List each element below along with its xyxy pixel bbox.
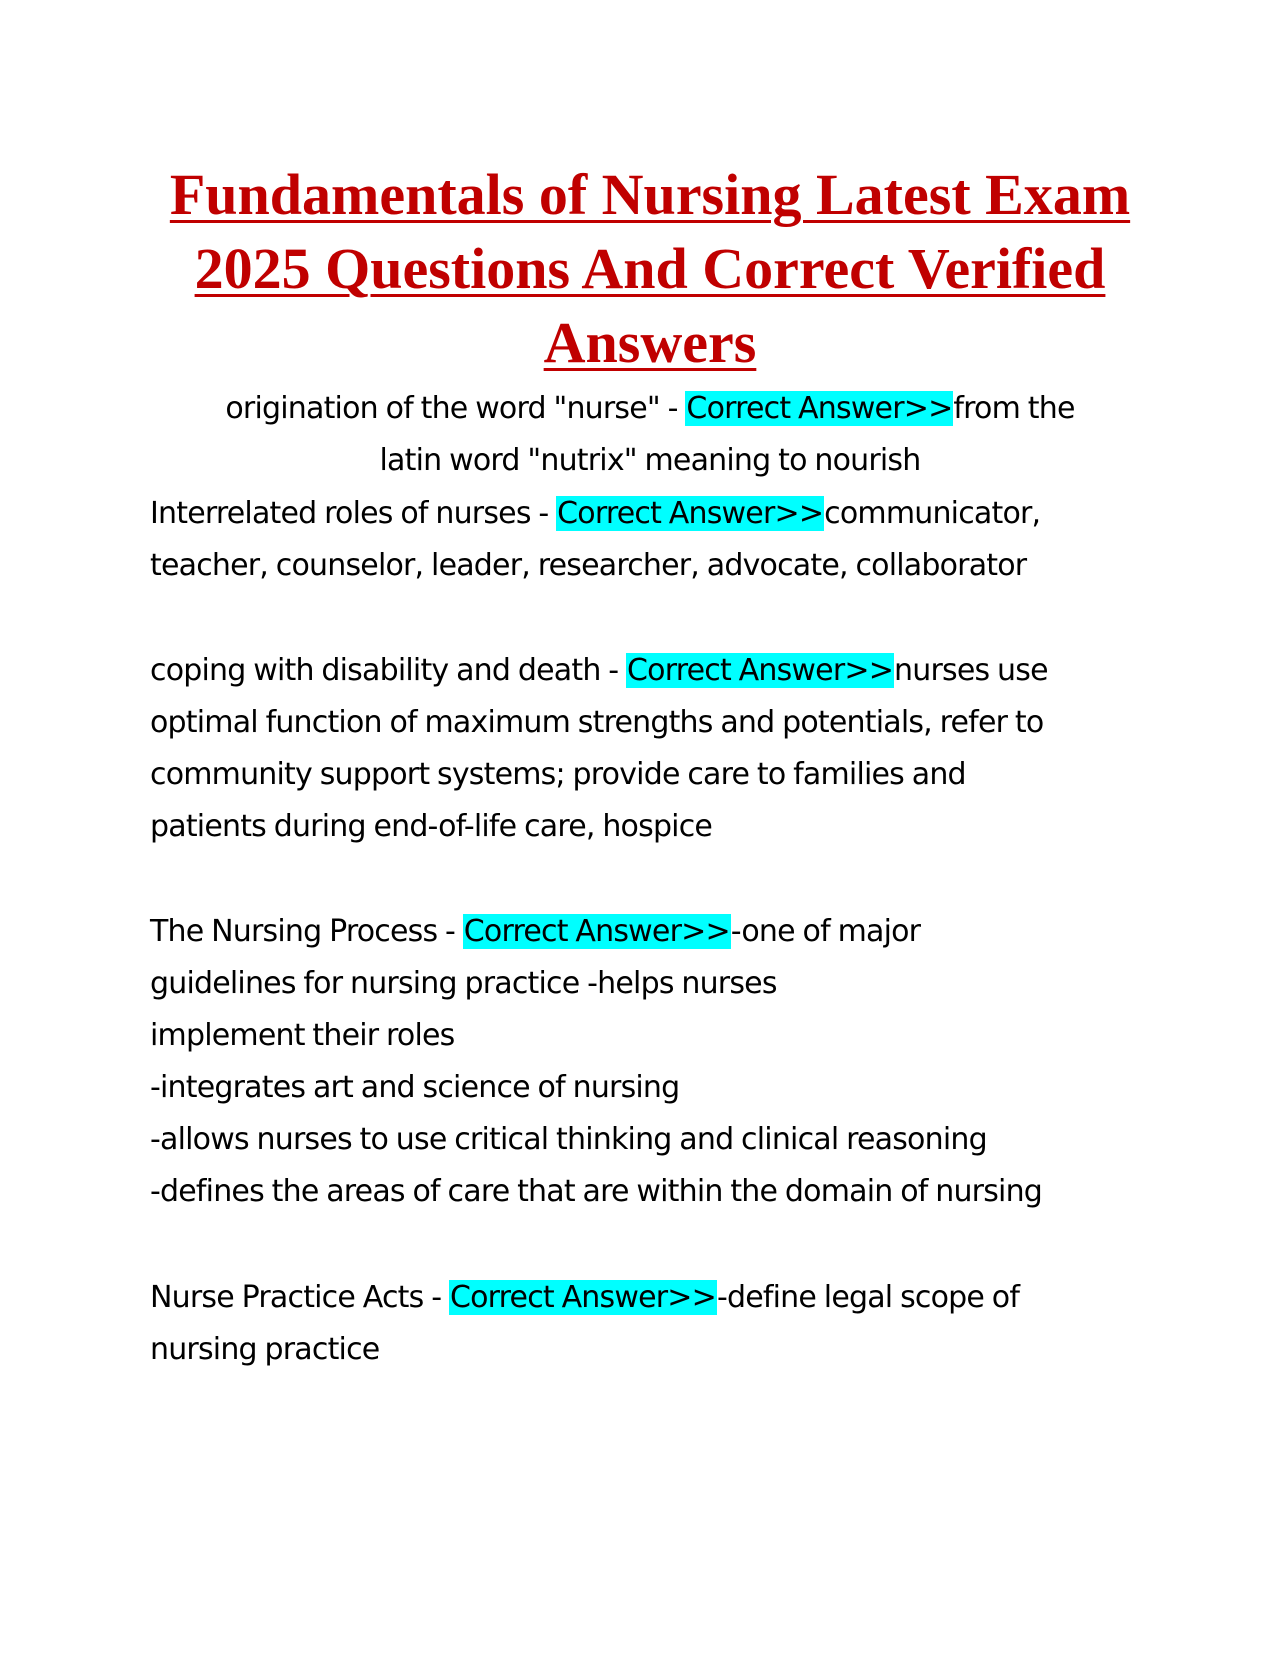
answer-continuation: teacher, counselor, leader, researcher, advocate, collaborator <box>150 548 1027 583</box>
title-line: 2025 Questions And Correct Verified <box>194 236 1106 301</box>
title-line: Fundamentals of Nursing Latest Exam <box>169 162 1131 227</box>
answer-continuation: implement their roles <box>150 1018 455 1053</box>
correct-answer-marker: Correct Answer>> <box>463 914 730 949</box>
question-text: origination of the word "nurse" - <box>225 391 686 426</box>
answer-continuation: nursing practice <box>150 1332 380 1367</box>
document-title <box>130 158 1170 380</box>
answer-continuation: latin word "nutrix" meaning to nourish <box>379 443 921 478</box>
answer-continuation: -allows nurses to use critical thinking and clinical reasoning <box>150 1122 987 1157</box>
qa-entry-interrelated-roles <box>150 488 1160 592</box>
answer-text: nurses use <box>894 653 1048 688</box>
qa-entry-coping <box>150 645 1160 853</box>
correct-answer-marker: Correct Answer>> <box>686 391 953 426</box>
answer-text: from the <box>953 391 1075 426</box>
answer-text: -define legal scope of <box>716 1280 1020 1315</box>
question-text: coping with disability and death - <box>150 653 627 688</box>
answer-continuation: community support systems; provide care to families and <box>150 757 966 792</box>
correct-answer-marker: Correct Answer>> <box>449 1280 716 1315</box>
answer-continuation: patients during end-of-life care, hospice <box>150 809 713 844</box>
answer-text: communicator, <box>824 496 1041 531</box>
question-text: The Nursing Process - <box>150 914 463 949</box>
qa-line <box>130 383 1170 435</box>
correct-answer-marker: Correct Answer>> <box>627 653 894 688</box>
answer-continuation: guidelines for nursing practice -helps nurses <box>150 966 777 1001</box>
answer-text: -one of major <box>730 914 921 949</box>
question-text: Interrelated roles of nurses - <box>150 496 557 531</box>
question-text: Nurse Practice Acts - <box>150 1280 449 1315</box>
correct-answer-marker: Correct Answer>> <box>557 496 824 531</box>
answer-continuation: optimal function of maximum strengths and potentials, refer to <box>150 705 1044 740</box>
title-line: Answers <box>543 310 757 375</box>
answer-continuation: -defines the areas of care that are within the domain of nursing <box>150 1174 1043 1209</box>
answer-continuation: -integrates art and science of nursing <box>150 1070 680 1105</box>
qa-line <box>150 645 1160 697</box>
qa-entry-nurse-practice-acts <box>150 1272 1160 1376</box>
qa-entry-nursing-process <box>150 906 1160 1218</box>
qa-line <box>150 1272 1160 1324</box>
qa-line <box>150 906 1160 958</box>
qa-line <box>150 488 1160 540</box>
qa-entry-word-nurse <box>130 383 1170 487</box>
